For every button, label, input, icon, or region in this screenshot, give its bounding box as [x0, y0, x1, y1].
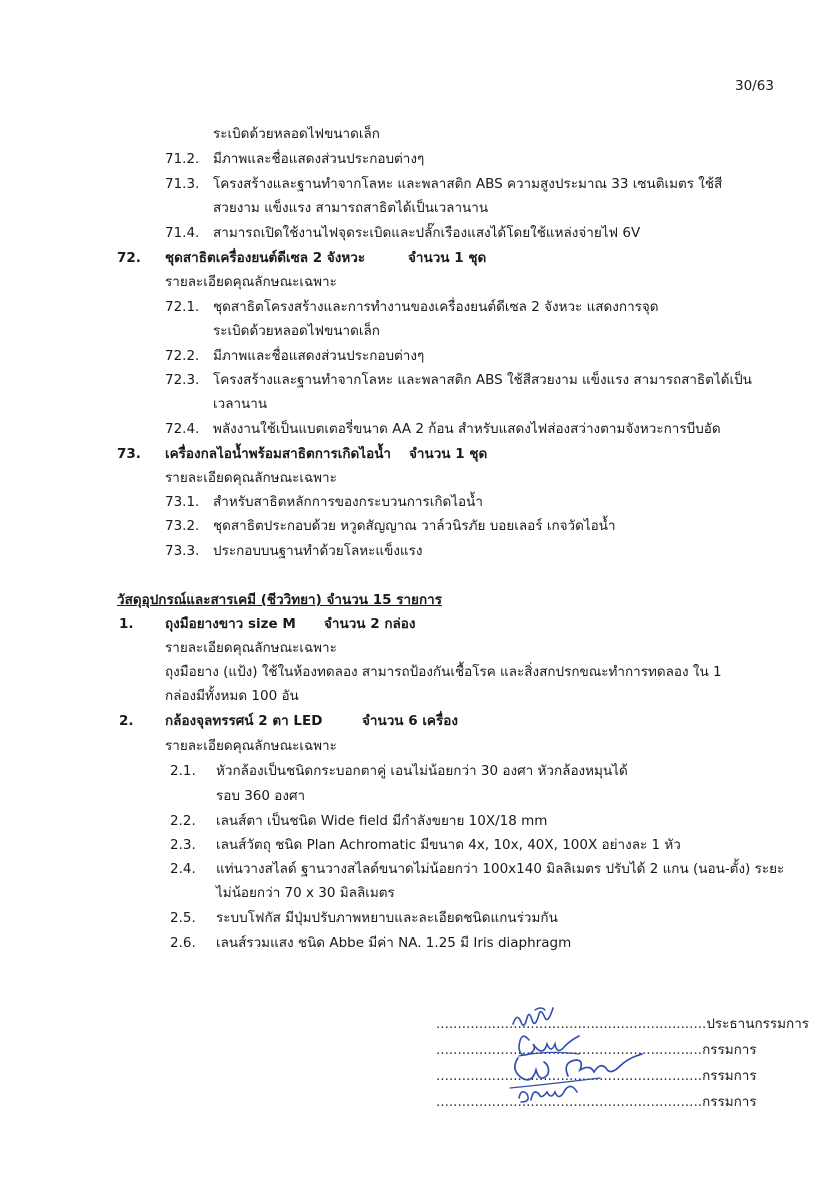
item73-number: 73.	[117, 446, 141, 462]
bio1-description: ถุงมือยาง (แป้ง) ใช้ในห้องทดลอง สามารถป้องกันเชื้อโรค และสิ่งสกปรกขณะทำการทดลอง ใน 1	[165, 664, 722, 680]
signature-dots: ..............................................................	[436, 1068, 703, 1084]
signature-role-chairman: ประธานกรรมการ	[706, 1016, 810, 1032]
item72-1-continued: ระเบิดด้วยหลอดไฟขนาดเล็ก	[213, 323, 380, 339]
item73-3-number: 73.3.	[165, 543, 200, 559]
item73-2-text: ชุดสาธิตประกอบด้วย หวูดสัญญาณ วาล์วนิรภัย บอยเลอร์ เกจวัดไอน้ำ	[213, 518, 616, 534]
item71-2-text: มีภาพและชื่อแสดงส่วนประกอบต่างๆ	[213, 151, 425, 167]
item71-2-number: 71.2.	[165, 151, 200, 167]
item73-3-text: ประกอบบนฐานทำด้วยโลหะแข็งแรง	[213, 543, 423, 559]
item72-1-number: 72.1.	[165, 299, 200, 315]
item72-quantity: จำนวน 1 ชุด	[408, 250, 487, 266]
item72-4-text: พลังงานใช้เป็นแบตเตอรี่ขนาด AA 2 ก้อน สำหรับแสดงไฟส่องสว่างตามจังหวะการบีบอัด	[213, 421, 721, 437]
bio2-quantity: จำนวน 6 เครื่อง	[362, 713, 458, 729]
bio2-3-text: เลนส์วัตถุ ชนิด Plan Achromatic มีขนาด 4x, 10x, 40X, 100X อย่างละ 1 หัว	[216, 837, 681, 853]
item71-continued-text: ระเบิดด้วยหลอดไฟขนาดเล็ก	[213, 126, 380, 142]
item73-title: เครื่องกลไอน้ำพร้อมสาธิตการเกิดไอน้ำ	[165, 446, 391, 462]
item73-1-text: สำหรับสาธิตหลักการของกระบวนการเกิดไอน้ำ	[213, 494, 483, 510]
bio1-quantity: จำนวน 2 กล่อง	[324, 616, 416, 632]
item72-3-continued: เวลานาน	[213, 396, 268, 412]
signature-dots: ..............................................................	[436, 1094, 703, 1110]
bio1-spec-label: รายละเอียดคุณลักษณะเฉพาะ	[165, 640, 337, 656]
item73-spec-label: รายละเอียดคุณลักษณะเฉพาะ	[165, 470, 337, 486]
signature-role-member-1: กรรมการ	[702, 1042, 757, 1058]
item72-3-text: โครงสร้างและฐานทำจากโลหะ และพลาสติก ABS ใช้สีสวยงาม แข็งแรง สามารถสาธิตได้เป็น	[213, 372, 752, 388]
bio2-title: กล้องจุลทรรศน์ 2 ตา LED	[165, 713, 323, 729]
bio1-number: 1.	[119, 616, 134, 632]
bio2-3-number: 2.3.	[170, 837, 196, 853]
signature-role-member-3: กรรมการ	[702, 1094, 757, 1110]
bio2-4-text: แท่นวางสไลด์ ฐานวางสไลด์ขนาดไม่น้อยกว่า 100x140 มิลลิเมตร ปรับได้ 2 แกน (นอน-ตั้ง) ระยะ	[216, 861, 785, 877]
item71-3-number: 71.3.	[165, 176, 200, 192]
bio2-6-text: เลนส์รวมแสง ชนิด Abbe มีค่า NA. 1.25 มี Iris diaphragm	[216, 935, 572, 951]
item73-2-number: 73.2.	[165, 518, 200, 534]
signature-dots: ...............................................................	[436, 1016, 707, 1032]
bio2-number: 2.	[119, 713, 134, 729]
bio2-5-text: ระบบโฟกัส มีปุ่มปรับภาพหยาบและละเอียดชนิดแกนร่วมกัน	[216, 910, 558, 926]
bio2-4-continued: ไม่น้อยกว่า 70 x 30 มิลลิเมตร	[216, 885, 395, 901]
item71-4-number: 71.4.	[165, 225, 200, 241]
item72-2-text: มีภาพและชื่อแสดงส่วนประกอบต่างๆ	[213, 348, 425, 364]
item73-quantity: จำนวน 1 ชุด	[409, 446, 488, 462]
item72-4-number: 72.4.	[165, 421, 200, 437]
item72-number: 72.	[117, 250, 141, 266]
bio2-spec-label: รายละเอียดคุณลักษณะเฉพาะ	[165, 738, 337, 754]
bio2-2-text: เลนส์ตา เป็นชนิด Wide field มีกำลังขยาย 10X/18 mm	[216, 813, 548, 829]
item73-1-number: 73.1.	[165, 494, 200, 510]
item72-2-number: 72.2.	[165, 348, 200, 364]
bio1-description-continued: กล่องมีทั้งหมด 100 อัน	[165, 688, 299, 704]
item71-3-text: โครงสร้างและฐานทำจากโลหะ และพลาสติก ABS ความสูงประมาณ 33 เซนติเมตร ใช้สี	[213, 176, 723, 192]
bio2-4-number: 2.4.	[170, 861, 196, 877]
item72-spec-label: รายละเอียดคุณลักษณะเฉพาะ	[165, 274, 337, 290]
signature-dots: ..............................................................	[436, 1042, 703, 1058]
section-heading: วัสดุอุปกรณ์และสารเคมี (ชีววิทยา) จำนวน 15 รายการ	[117, 592, 442, 608]
item72-title: ชุดสาธิตเครื่องยนต์ดีเซล 2 จังหวะ	[165, 250, 366, 266]
bio2-2-number: 2.2.	[170, 813, 196, 829]
bio2-1-number: 2.1.	[170, 763, 196, 779]
page-number: 30/63	[735, 78, 774, 94]
handwritten-signature-4	[513, 1080, 593, 1108]
item72-1-text: ชุดสาธิตโครงสร้างและการทำงานของเครื่องยนต์ดีเซล 2 จังหวะ แสดงการจุด	[213, 299, 659, 315]
bio2-1-continued: รอบ 360 องศา	[216, 788, 306, 804]
bio1-title: ถุงมือยางขาว size M	[165, 616, 296, 632]
item72-3-number: 72.3.	[165, 372, 200, 388]
signature-role-member-2: กรรมการ	[702, 1068, 757, 1084]
signature-line-chairman	[436, 1014, 809, 1034]
bio2-6-number: 2.6.	[170, 935, 196, 951]
bio2-5-number: 2.5.	[170, 910, 196, 926]
item71-3-continued: สวยงาม แข็งแรง สามารถสาธิตได้เป็นเวลานาน	[213, 200, 489, 216]
bio2-1-text: หัวกล้องเป็นชนิดกระบอกตาคู่ เอนไม่น้อยกว่า 30 องศา หัวกล้องหมุนได้	[216, 763, 628, 779]
item71-4-text: สามารถเปิดใช้งานไฟจุดระเบิดและปลั๊กเรืองแสงได้โดยใช้แหล่งจ่ายไฟ 6V	[213, 225, 641, 241]
signature-line-member-3	[436, 1092, 757, 1112]
